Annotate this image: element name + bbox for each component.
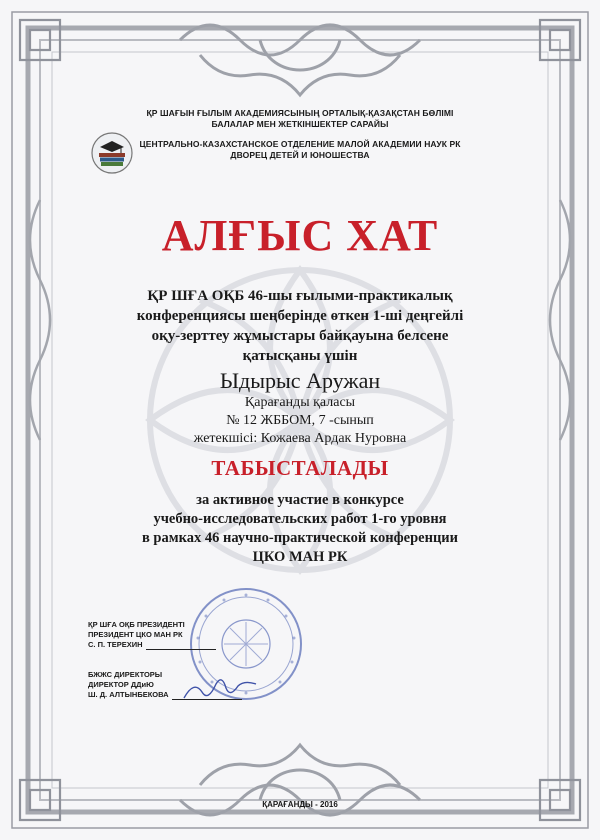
ru-text-line: в рамках 46 научно-практической конференции [141, 530, 459, 546]
president-signature-block [88, 620, 348, 650]
ru-text-line: за активное участие в конкурсе [196, 492, 404, 508]
kz-text-line: ҚР ШҒА ОҚБ 46-шы ғылыми-практикалық [147, 288, 453, 304]
kz-text-line: конференциясы шеңберінде өткен 1-ші деңгейлі [136, 308, 464, 324]
recipient-school: № 12 ЖББОМ, 7 -сынып [226, 413, 374, 428]
org-name-ru-line2: ДВОРЕЦ ДЕТЕЙ И ЮНОШЕСТВА [230, 150, 370, 160]
president-name-row [88, 640, 348, 650]
org-name-kz-line1: ҚР ШАҒЫН ҒЫЛЫМ АКАДЕМИЯСЫНЫҢ ОРТАЛЫҚ-ҚАЗАҚСТАН БӨЛІМІ [146, 108, 454, 118]
kz-text-line: оқу-зерттеу жұмыстары байқауына белсене [151, 328, 449, 344]
handwritten-signature-icon [180, 676, 260, 706]
recipient-city: Қарағанды қаласы [244, 395, 356, 410]
president-title-ru: ПРЕЗИДЕНТ ЦКО МАН РК [88, 630, 183, 639]
director-title-kz: БЖЖС ДИРЕКТОРЫ [88, 670, 163, 679]
kz-text-line: қатысқаны үшін [242, 348, 358, 364]
recipient-supervisor: жетекшісі: Кожаева Ардак Нуровна [193, 431, 407, 446]
president-title-kz: ҚР ШҒА ОҚБ ПРЕЗИДЕНТІ [88, 620, 185, 629]
recipient-name: Ыдырыс Аружан [219, 368, 381, 393]
director-name: Ш. Д. АЛТЫНБЕКОВА [88, 690, 169, 699]
signature-line [146, 641, 216, 650]
president-name: С. П. ТЕРЕХИН [88, 640, 143, 649]
ru-text-line: ЦКО МАН РК [252, 549, 348, 565]
org-name-kz-line2: БАЛАЛАР МЕН ЖЕТКІНШЕКТЕР САРАЙЫ [211, 119, 389, 129]
certificate-title: АЛҒЫС ХАТ [161, 211, 439, 260]
ru-text-line: учебно-исследовательских работ 1-го уровня [153, 511, 447, 527]
footer-place-year: ҚАРАҒАНДЫ - 2016 [262, 800, 338, 809]
org-name-ru-line1: ЦЕНТРАЛЬНО-КАЗАХСТАНСКОЕ ОТДЕЛЕНИЕ МАЛОЙ АКАДЕМИИ НАУК РК [139, 139, 461, 149]
director-title-ru: ДИРЕКТОР ДДиЮ [88, 680, 154, 689]
awarded-heading: ТАБЫСТАЛАДЫ [211, 456, 389, 480]
